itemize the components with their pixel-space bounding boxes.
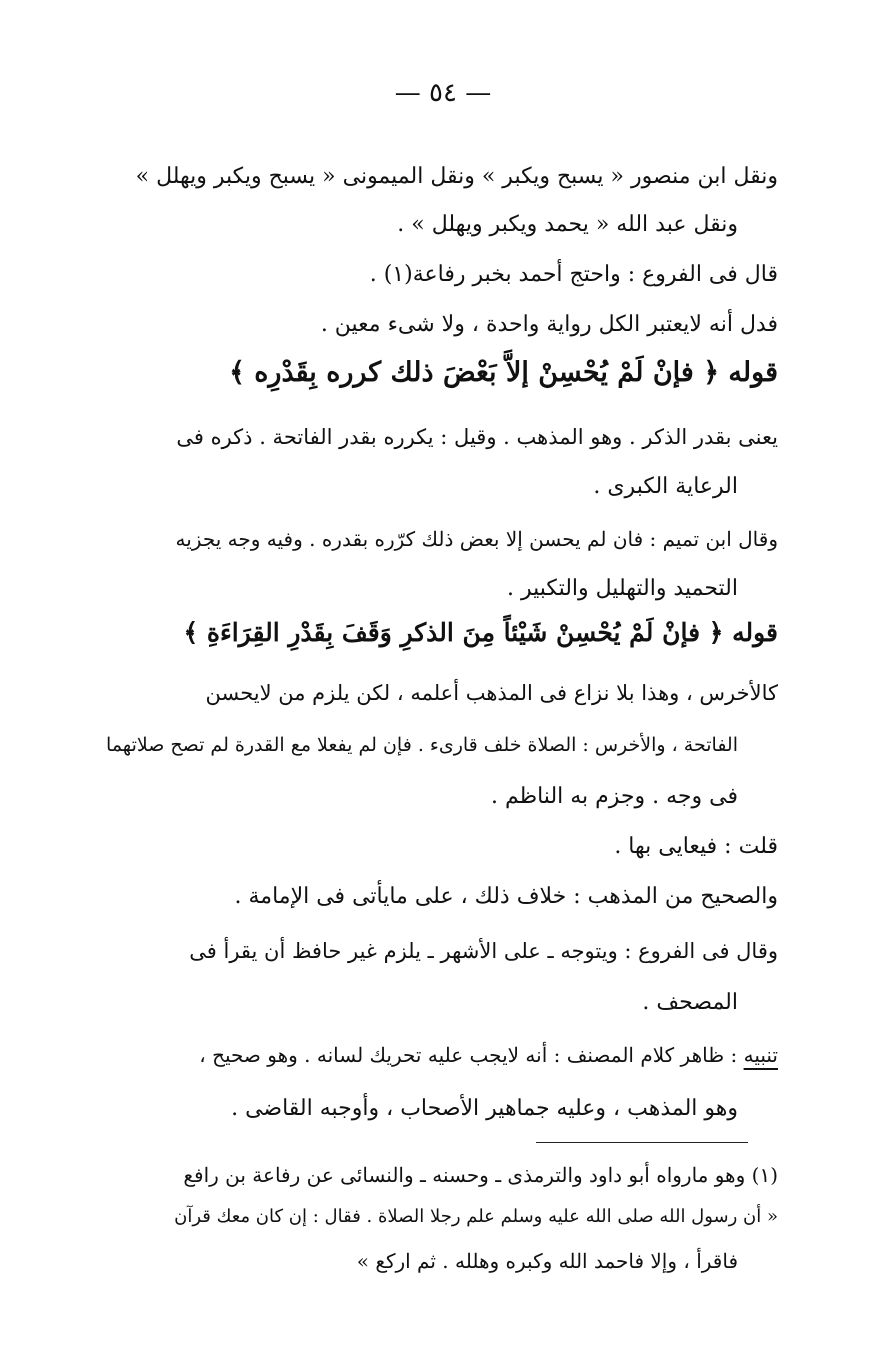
text-line: يعنى بقدر الذكر . وهو المذهب . وقيل : يكرره بقدر الفاتحة . ذكره فى — [176, 425, 778, 449]
footnote-line: « أن رسول الله صلى الله عليه وسلم علم رجلا الصلاة . فقال : إن كان معك قرآن — [174, 1206, 778, 1227]
text-line: الرعاية الكبرى . — [593, 474, 738, 499]
text-line: قال فى الفروع : واحتج أحمد بخبر رفاعة(١) . — [369, 262, 778, 287]
page-number: — ٥٤ — — [394, 78, 492, 108]
text-line: التحميد والتهليل والتكبير . — [507, 576, 738, 601]
section-heading: قوله ﴿ فإنْ لَمْ يُحْسِنْ شَيْئاً مِنَ الذكرِ وَقَفَ بِقَدْرِ القِرَاءَةِ ﴾ — [183, 618, 778, 647]
text-line: فى وجه . وجزم به الناظم . — [490, 784, 738, 809]
text-line: وقال ابن تميم : فان لم يحسن إلا بعض ذلك كرّره بقدره . وفيه وجه يجزيه — [175, 527, 778, 551]
text-line: وهو المذهب ، وعليه جماهير الأصحاب ، وأوجبه القاضى . — [231, 1096, 738, 1121]
footnote-line: (١) وهو مارواه أبو داود والترمذى ـ وحسنه ـ والنسائى عن رفاعة بن رافع — [183, 1163, 778, 1187]
text-line: الفاتحة ، والأخرس : الصلاة خلف قارىء . فإن لم يفعلا مع القدرة لم تصح صلاتهما — [106, 734, 738, 756]
text-line: ونقل عبد الله « يحمد ويكبر ويهلل » . — [397, 212, 738, 237]
text-line: ونقل ابن منصور « يسبح ويكبر » ونقل الميمونى « يسبح ويكبر ويهلل » — [135, 164, 778, 189]
footnote-line: فاقرأ ، وإلا فاحمد الله وكبره وهلله . ثم اركع » — [356, 1249, 738, 1273]
text-line: المصحف . — [642, 990, 738, 1015]
section-heading: قوله ﴿ فإنْ لَمْ يُحْسِنْ إلاَّ بَعْضَ ذلك كرره بِقَدْرِه ﴾ — [229, 357, 778, 388]
text-line: والصحيح من المذهب : خلاف ذلك ، على مايأتى فى الإمامة . — [234, 884, 778, 909]
text-line: وقال فى الفروع : ويتوجه ـ على الأشهر ـ يلزم غير حافظ أن يقرأ فى — [189, 939, 778, 963]
text-line: قلت : فيعايى بها . — [614, 834, 778, 859]
text-line: كالأخرس ، وهذا بلا نزاع فى المذهب أعلمه ، لكن يلزم من لايحسن — [205, 681, 778, 705]
text-line: فدل أنه لايعتبر الكل رواية واحدة ، ولا شىء معين . — [320, 312, 778, 337]
notice-text: : ظاهر كلام المصنف : أنه لايجب عليه تحريك لسانه . وهو صحيح ، — [199, 1043, 738, 1067]
notice-label: تنبيه — [743, 1043, 778, 1067]
